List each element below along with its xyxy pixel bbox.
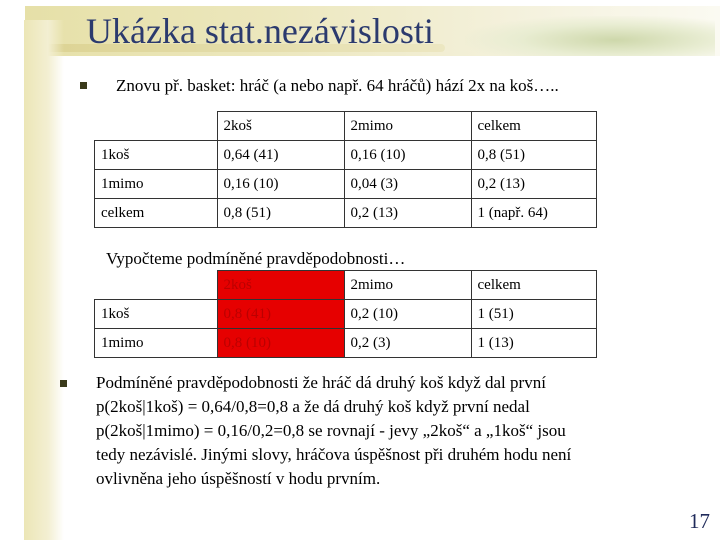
table-row <box>95 199 597 228</box>
table-cell: 1koš <box>95 141 218 170</box>
table-header-cell: 2mimo <box>344 271 471 300</box>
highlighted-header-cell: 2koš <box>217 271 344 300</box>
table-cell: 1 (např. 64) <box>471 199 596 228</box>
conditional-intro-text: Vypočteme podmíněné pravděpodobnosti… <box>106 249 406 268</box>
table-header-cell: 2mimo <box>344 112 471 141</box>
table-cell: 0,2 (13) <box>344 199 471 228</box>
table-header-cell: 2koš <box>217 112 344 141</box>
slide-number: 17 <box>689 509 710 533</box>
table-cell: 1mimo <box>95 170 218 199</box>
table-row <box>95 300 597 329</box>
table-cell: 0,16 (10) <box>217 170 344 199</box>
bullet-text-1: Znovu př. basket: hráč (a nebo např. 64 hráčů) hází 2x na koš….. <box>116 76 559 95</box>
conditional-probability-table <box>94 270 597 358</box>
bullet-marker <box>80 82 87 89</box>
table-cell: 0,16 (10) <box>344 141 471 170</box>
slide-title: Ukázka stat.nezávislosti <box>86 11 434 51</box>
table-header-cell: celkem <box>471 271 596 300</box>
paragraph-line: tedy nezávislé. Jinými slovy, hráčova úspěšnost při druhém hodu není <box>96 445 572 464</box>
paragraph-line: p(2koš|1mimo) = 0,16/0,2=0,8 se rovnají - jevy „2koš“ a „1koš“ jsou <box>96 421 566 440</box>
table-cell: 0,2 (13) <box>471 170 596 199</box>
joint-probability-table <box>94 111 597 228</box>
paragraph-line: Podmíněné pravděpodobnosti že hráč dá druhý koš když dal první <box>96 373 546 392</box>
table-cell: celkem <box>95 199 218 228</box>
highlighted-cell: 0,8 (41) <box>217 300 344 329</box>
table-header-row <box>95 271 597 300</box>
table-cell: 0,8 (51) <box>471 141 596 170</box>
bullet-text-2 <box>96 371 571 491</box>
table-cell <box>95 271 218 300</box>
table-cell: 1 (51) <box>471 300 596 329</box>
table-cell: 0,2 (3) <box>344 329 471 358</box>
highlighted-cell: 0,8 (10) <box>217 329 344 358</box>
table-cell: 0,2 (10) <box>344 300 471 329</box>
table-cell: 1koš <box>95 300 218 329</box>
table-header-row <box>95 112 597 141</box>
paragraph-line: ovlivněna jeho úspěšností v hodu prvním. <box>96 469 381 488</box>
table-cell: 0,64 (41) <box>217 141 344 170</box>
table-cell: 0,8 (51) <box>217 199 344 228</box>
bullet-marker <box>60 380 67 387</box>
table-cell <box>95 112 218 141</box>
table-cell: 0,04 (3) <box>344 170 471 199</box>
table-row <box>95 141 597 170</box>
table-row <box>95 329 597 358</box>
table-cell: 1mimo <box>95 329 218 358</box>
table-row <box>95 170 597 199</box>
paragraph-line: p(2koš|1koš) = 0,64/0,8=0,8 a že dá druhý koš když první nedal <box>96 397 530 416</box>
title-accent-decoration <box>465 16 715 56</box>
left-decorative-bar <box>24 20 64 540</box>
table-cell: 1 (13) <box>471 329 596 358</box>
table-header-cell: celkem <box>471 112 596 141</box>
